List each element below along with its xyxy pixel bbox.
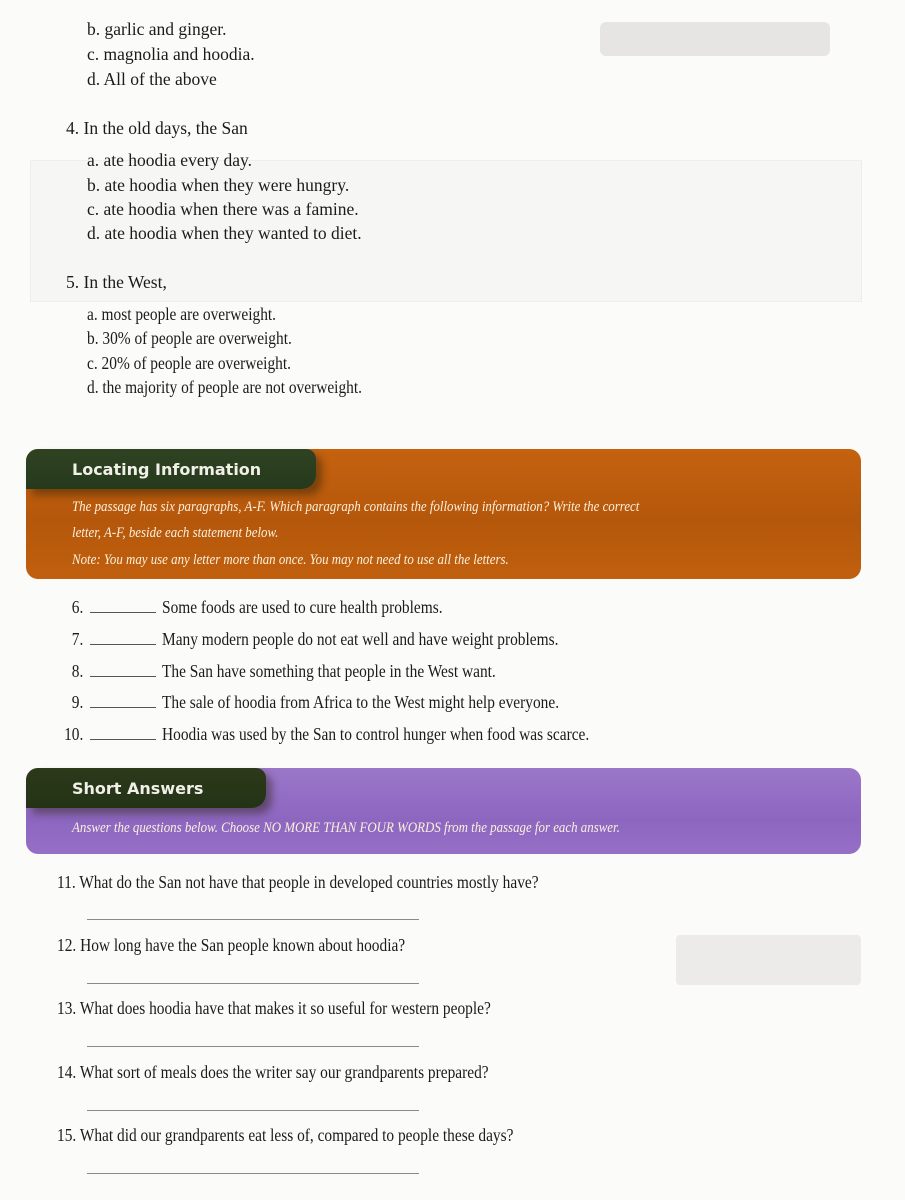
short-answers-heading: Short Answers bbox=[26, 768, 266, 808]
bleed-through-box bbox=[676, 935, 861, 985]
locating-item-6: 6. Some foods are used to cure health problems. bbox=[71, 597, 443, 617]
short-answer-question-11: 11. What do the San not have that people in developed countries mostly have? bbox=[57, 872, 539, 892]
answer-blank[interactable] bbox=[90, 628, 156, 645]
locating-instructions-line-1: The passage has six paragraphs, A-F. Which paragraph contains the following information? Write the correct bbox=[72, 499, 640, 515]
locating-item-7: 7. Many modern people do not eat well and have weight problems. bbox=[71, 629, 559, 649]
answer-line-11[interactable] bbox=[87, 919, 419, 920]
locating-information-heading: Locating Information bbox=[26, 449, 316, 489]
answer-line-15[interactable] bbox=[87, 1173, 419, 1174]
short-answer-question-12: 12. How long have the San people known about hoodia? bbox=[57, 935, 406, 955]
q4-stem: 4. In the old days, the San bbox=[66, 118, 248, 138]
q4-option-b: b. ate hoodia when they were hungry. bbox=[87, 175, 350, 195]
locating-instructions-note: Note: You may use any letter more than once. You may not need to use all the letters. bbox=[72, 552, 509, 568]
short-answer-question-15: 15. What did our grandparents eat less of, compared to people these days? bbox=[57, 1125, 514, 1145]
q3-option-c: c. magnolia and hoodia. bbox=[87, 44, 255, 64]
locating-item-8: 8. The San have something that people in the West want. bbox=[71, 661, 496, 681]
bleed-through-heading bbox=[600, 22, 830, 56]
short-answers-instructions: Answer the questions below. Choose NO MORE THAN FOUR WORDS from the passage for each answer. bbox=[72, 820, 620, 836]
locating-instructions-line-2: letter, A-F, beside each statement below. bbox=[72, 525, 279, 541]
answer-blank[interactable] bbox=[90, 691, 156, 708]
q5-option-a: a. most people are overweight. bbox=[87, 304, 277, 324]
q3-option-b: b. garlic and ginger. bbox=[87, 19, 227, 39]
q4-option-d: d. ate hoodia when they wanted to diet. bbox=[87, 223, 362, 243]
short-answers-panel bbox=[26, 768, 861, 854]
answer-line-13[interactable] bbox=[87, 1046, 419, 1047]
locating-item-10: 10. Hoodia was used by the San to control hunger when food was scarce. bbox=[64, 724, 590, 744]
answer-blank[interactable] bbox=[90, 723, 156, 740]
locating-information-panel bbox=[26, 449, 861, 579]
q3-option-d: d. All of the above bbox=[87, 69, 217, 89]
answer-blank[interactable] bbox=[90, 660, 156, 677]
answer-blank[interactable] bbox=[90, 596, 156, 613]
q5-option-d: d. the majority of people are not overweight. bbox=[87, 377, 362, 397]
q4-option-a: a. ate hoodia every day. bbox=[87, 150, 253, 170]
short-answer-question-13: 13. What does hoodia have that makes it so useful for western people? bbox=[57, 998, 491, 1018]
q5-option-b: b. 30% of people are overweight. bbox=[87, 328, 292, 348]
q4-option-c: c. ate hoodia when there was a famine. bbox=[87, 199, 359, 219]
answer-line-12[interactable] bbox=[87, 983, 419, 984]
locating-item-9: 9. The sale of hoodia from Africa to the West might help everyone. bbox=[71, 692, 560, 712]
answer-line-14[interactable] bbox=[87, 1110, 419, 1111]
q5-stem: 5. In the West, bbox=[66, 272, 167, 292]
short-answer-question-14: 14. What sort of meals does the writer say our grandparents prepared? bbox=[57, 1062, 489, 1082]
q5-option-c: c. 20% of people are overweight. bbox=[87, 353, 291, 373]
